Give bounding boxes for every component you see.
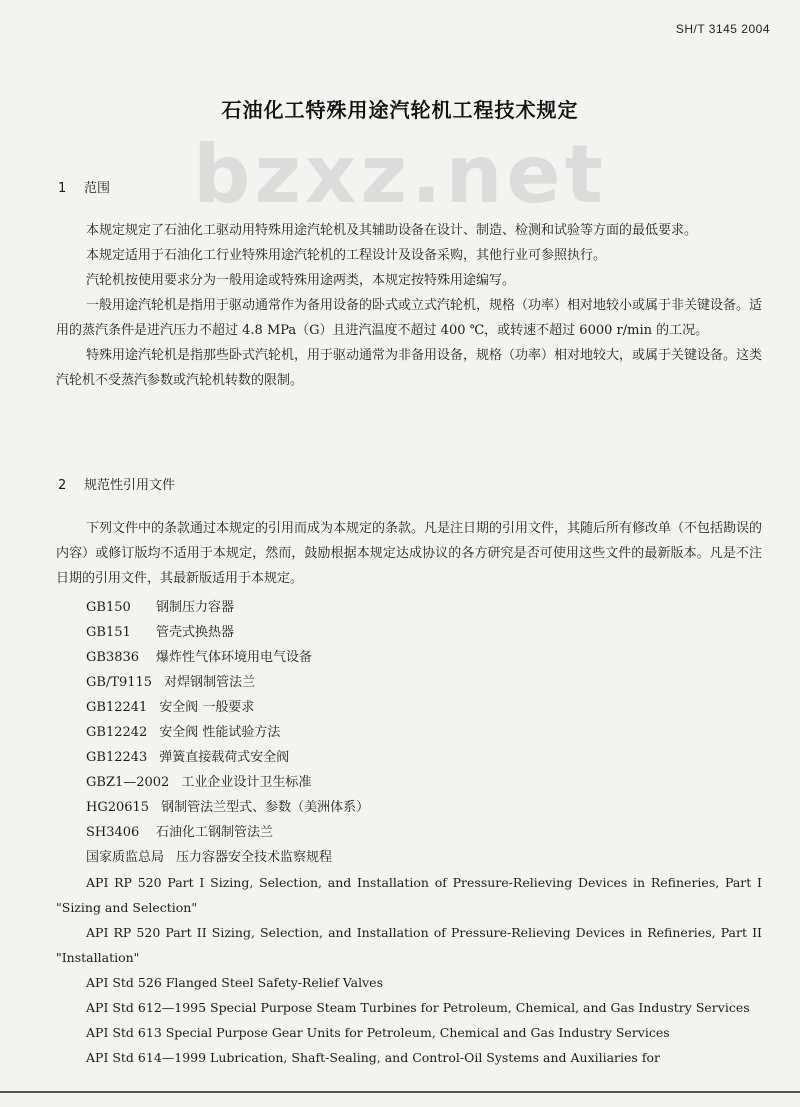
reference-item [86,645,312,670]
reference-code: HG20615 [86,800,150,815]
reference-title: 对焊钢制管法兰 [164,675,256,690]
api-reference-item: API Std 613 Special Purpose Gear Units for Petroleum, Chemical and Gas Industry Services [86,1025,670,1040]
api-reference-item: API Std 614—1999 Lubrication, Shaft-Sealing, and Control-Oil Systems and Auxiliaries for [86,1050,660,1065]
reference-item [86,795,369,820]
section-2-intro [56,516,762,591]
api-reference-item: API RP 520 Part II Sizing, Selection, and Installation of Pressure-Relieving Devices in Refineries, Part II "Installation" [56,925,762,965]
section-1-paragraph: 一般用途汽轮机是指用于驱动通常作为备用设备的卧式或立式汽轮机，规格（功率）相对地较小或属于非关键设备。适用的蒸汽条件是进汽压力不超过 4.8 MPa（G）且进汽温度不超过 400 ℃，或转速不超过 6000 r/min 的工况。 [56,298,763,338]
section-1-heading [58,177,110,196]
section-1-title: 范围 [84,181,111,196]
api-reference-item: API Std 612—1995 Special Purpose Steam Turbines for Petroleum, Chemical, and Gas Industry Services [86,1000,750,1015]
section-1-body [56,218,762,393]
reference-title: 爆炸性气体环境用电气设备 [156,650,313,665]
section-2-number: 2 [58,478,67,493]
section-2-intro-text: 下列文件中的条款通过本规定的引用而成为本规定的条款。凡是注日期的引用文件，其随后所有修改单（不包括勘误的内容）或修订版均不适用于本规定，然而，鼓励根据本规定达成协议的各方研究是否可使用这些文件的最新版本。凡是不注日期的引用文件，其最新版适用于本规定。 [56,521,763,586]
reference-item [86,720,280,745]
reference-code: GB12241 [86,700,148,715]
reference-title: 管壳式换热器 [156,625,235,640]
reference-code: SH3406 [86,825,140,840]
reference-code: GB151 [86,625,131,640]
reference-title: 石油化工钢制管法兰 [156,825,274,840]
reference-code: 国家质监总局 [86,850,165,865]
reference-title: 压力容器安全技术监察规程 [176,850,333,865]
reference-title: 钢制压力容器 [156,600,235,615]
reference-item [86,670,255,695]
reference-code: GB12243 [86,750,148,765]
reference-title: 工业企业设计卫生标准 [181,775,312,790]
api-reference-list [56,870,762,1070]
section-1-number: 1 [58,181,67,196]
reference-title: 安全阀 性能试验方法 [159,725,281,740]
reference-code: GB3836 [86,650,140,665]
reference-item [86,695,254,720]
section-1-paragraph: 本规定适用于石油化工行业特殊用途汽轮机的工程设计及设备采购，其他行业可参照执行。 [86,248,607,263]
reference-title: 钢制管法兰型式、参数（美洲体系） [161,800,370,815]
api-reference-item: API Std 526 Flanged Steel Safety-Relief Valves [86,975,383,990]
reference-code: GBZ1—2002 [86,775,170,790]
reference-item [86,820,273,845]
reference-item [86,620,234,645]
watermark: bzxz.net [193,128,607,221]
section-2-heading [58,474,175,493]
bottom-rule [0,1091,800,1093]
reference-item [86,770,311,795]
reference-code: GB12242 [86,725,148,740]
section-1-paragraph: 本规定规定了石油化工驱动用特殊用途汽轮机及其辅助设备在设计、制造、检测和试验等方面的最低要求。 [86,223,698,238]
reference-item [86,595,234,620]
section-1-paragraph: 特殊用途汽轮机是指那些卧式汽轮机，用于驱动通常为非备用设备，规格（功率）相对地较大，或属于关键设备。这类汽轮机不受蒸汽参数或汽轮机转数的限制。 [56,348,763,388]
reference-code: GB/T9115 [86,675,153,690]
standard-code: SH/T 3145 2004 [675,22,770,36]
section-2-title: 规范性引用文件 [84,478,176,493]
reference-title: 弹簧直接载荷式安全阀 [159,750,290,765]
reference-item [86,745,289,770]
reference-item [86,845,332,870]
document-title: 石油化工特殊用途汽轮机工程技术规定 [221,98,579,122]
reference-title: 安全阀 一般要求 [159,700,255,715]
api-reference-item: API RP 520 Part I Sizing, Selection, and Installation of Pressure-Relieving Devices in Refineries, Part I "Sizing and Selection" [56,875,762,915]
reference-code: GB150 [86,600,131,615]
section-1-paragraph: 汽轮机按使用要求分为一般用途或特殊用途两类，本规定按特殊用途编写。 [86,273,516,288]
